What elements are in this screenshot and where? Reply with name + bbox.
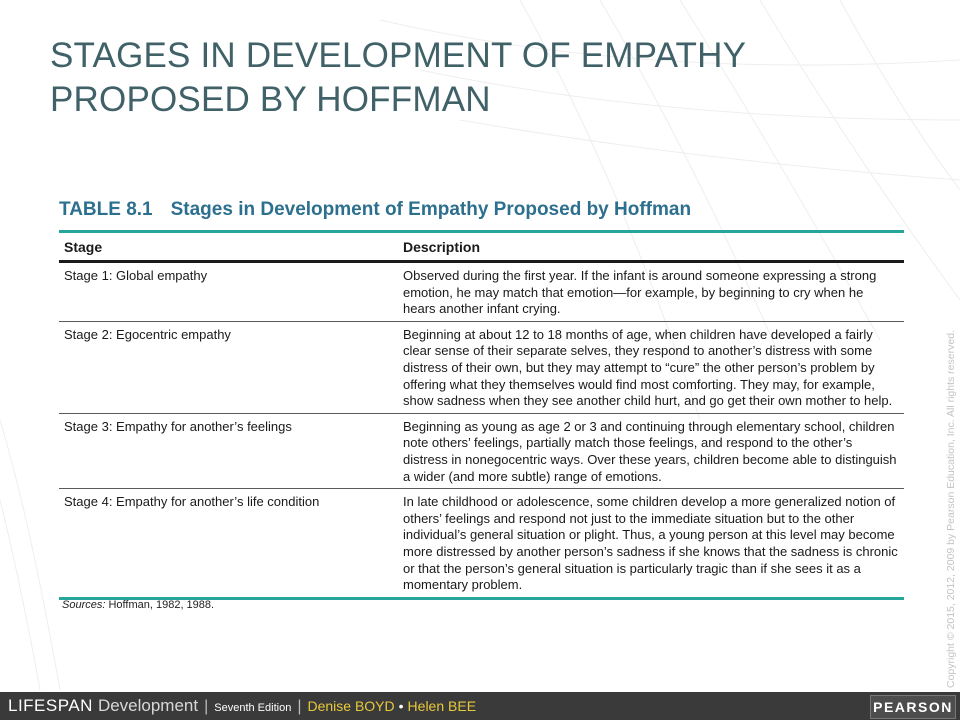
pearson-logo: [870, 695, 956, 719]
table-heading: [59, 199, 909, 221]
author-bee: Helen BEE: [407, 698, 477, 714]
stage-cell: Stage 4: Empathy for another’s life condition: [64, 494, 320, 510]
footer-separator: |: [204, 698, 209, 715]
footer-separator: |: [297, 698, 302, 715]
description-cell: Beginning at about 12 to 18 months of age, when children have developed a fairly clear sense of their separate selves, they respond to another’s distress with some distress of their own, but they may attempt to “cure” the other person’s problem by offering what they themselves would find most comforting. They may, for example, show sadness when they see another child hurt, and go get their own mother to help.: [403, 326, 893, 409]
sources-text: Hoffman, 1982, 1988.: [108, 599, 215, 611]
table-header-row: [59, 232, 904, 262]
table-row: [59, 413, 904, 488]
footer-book-info: [8, 692, 476, 720]
table-number: TABLE 8.1: [59, 199, 153, 220]
author-bullet: •: [398, 698, 404, 714]
table-caption: Stages in Development of Empathy Proposed by Hoffman: [170, 199, 692, 220]
copyright-notice: Copyright © 2015, 2012, 2009 by Pearson Education, Inc. All rights reserved.: [945, 330, 957, 688]
book-edition: Seventh Edition: [214, 702, 292, 714]
sources-label: Sources:: [62, 599, 106, 611]
description-cell: Beginning as young as age 2 or 3 and continuing through elementary school, children note others’ feelings, partially match those feelings, and respond to the other’s distress in nonegocentric ways. Over these years, children become able to distinguish a wider (and more subtle) range of emotions.: [403, 418, 897, 484]
stage-cell: Stage 1: Global empathy: [64, 268, 208, 283]
table-row: [59, 321, 904, 413]
description-cell: In late childhood or adolescence, some children develop a more generalized notion of others’ feelings and respond not just to the immediate situation but to the other individual’s general situation or plight. Thus, a young person at this level may become more distressed by another person’s sadness if she knows that the sadness is chronic or that the person’s general situation is particularly tragic than if she sees it as a momentary problem.: [403, 494, 898, 593]
slide-title: STAGES IN DEVELOPMENT OF EMPATHY PROPOSED BY HOFFMAN: [50, 36, 746, 119]
publisher-name: PEARSON: [873, 699, 953, 715]
stage-cell: Stage 2: Egocentric empathy: [64, 326, 231, 342]
table-row: [59, 262, 904, 322]
book-title-lifespan: LIFESPAN: [8, 696, 93, 715]
table-sources: [62, 599, 214, 611]
table-row: [59, 489, 904, 599]
author-boyd: Denise BOYD: [307, 698, 395, 714]
book-title-development: Development: [97, 696, 199, 715]
stage-cell: Stage 3: Empathy for another’s feelings: [64, 418, 292, 434]
column-header-stage: Stage: [64, 239, 103, 255]
description-cell: Observed during the first year. If the infant is around someone expressing a strong emotion, he may match that emotion—for example, by beginning to cry when he hears another infant crying.: [403, 268, 877, 317]
empathy-stages-table: [59, 230, 904, 600]
footer-bar: [0, 692, 960, 720]
column-header-description: Description: [403, 239, 481, 255]
